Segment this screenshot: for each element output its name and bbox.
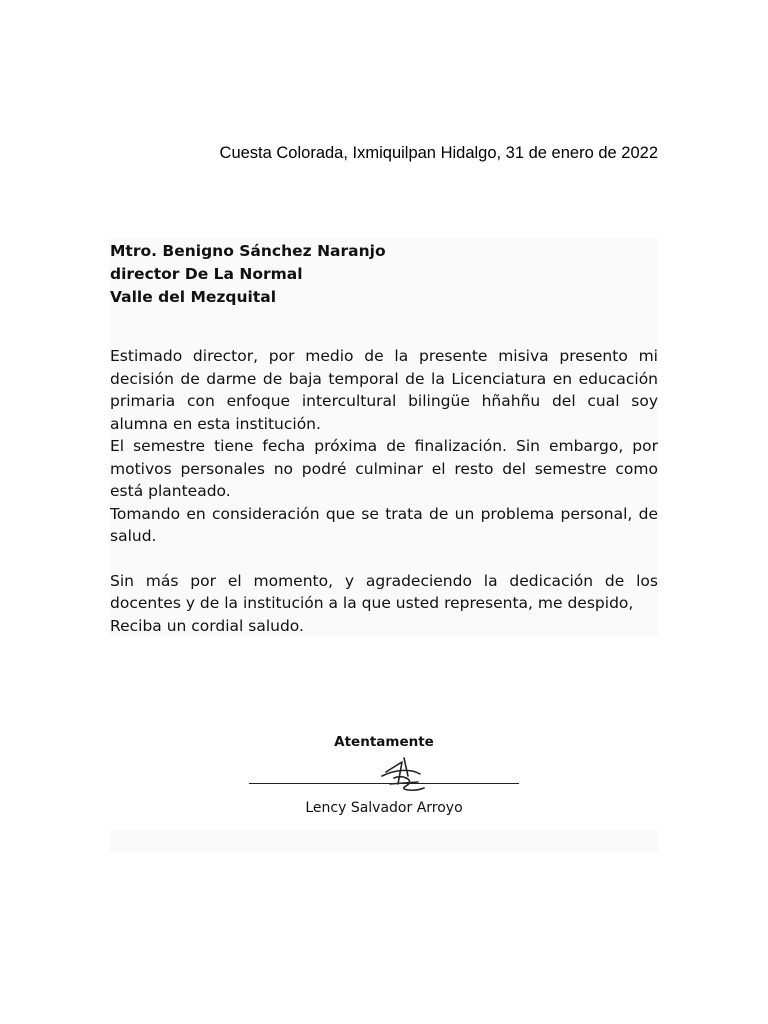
- footer-background: [110, 830, 658, 852]
- recipient-title: director De La Normal: [110, 265, 303, 283]
- letter-date-line: Cuesta Colorada, Ixmiquilpan Hidalgo, 31 de enero de 2022: [219, 144, 658, 162]
- signature-line: [249, 783, 519, 784]
- recipient-place: Valle del Mezquital: [110, 288, 277, 306]
- recipient-block: [110, 240, 658, 309]
- paragraph-thanks: Sin más por el momento, y agradeciendo la dedicación de los docentes y de la institución a la que usted representa, me despido,: [110, 571, 658, 612]
- paragraph-greeting: Reciba un cordial saludo.: [110, 616, 304, 635]
- handwritten-signature: [376, 754, 436, 794]
- letter-content: [110, 345, 658, 637]
- closing-farewell: Atentamente: [334, 734, 434, 750]
- recipient-name: Mtro. Benigno Sánchez Naranjo: [110, 242, 386, 260]
- paragraph-semester: El semestre tiene fecha próxima de finalización. Sin embargo, por motivos personales no podré culminar el resto del semestre como está planteado.: [110, 437, 658, 500]
- paragraph-intro: Estimado director, por medio de la presente misiva presento mi decisión de darme de baja temporal de la Licenciatura en educación primaria con enfoque intercultural bilingüe hñahñu del cual soy alumna en esta institución.: [110, 347, 658, 433]
- paragraph-reason: Tomando en consideración que se trata de un problema personal, de salud.: [110, 504, 658, 545]
- signer-name: Lency Salvador Arroyo: [305, 800, 463, 816]
